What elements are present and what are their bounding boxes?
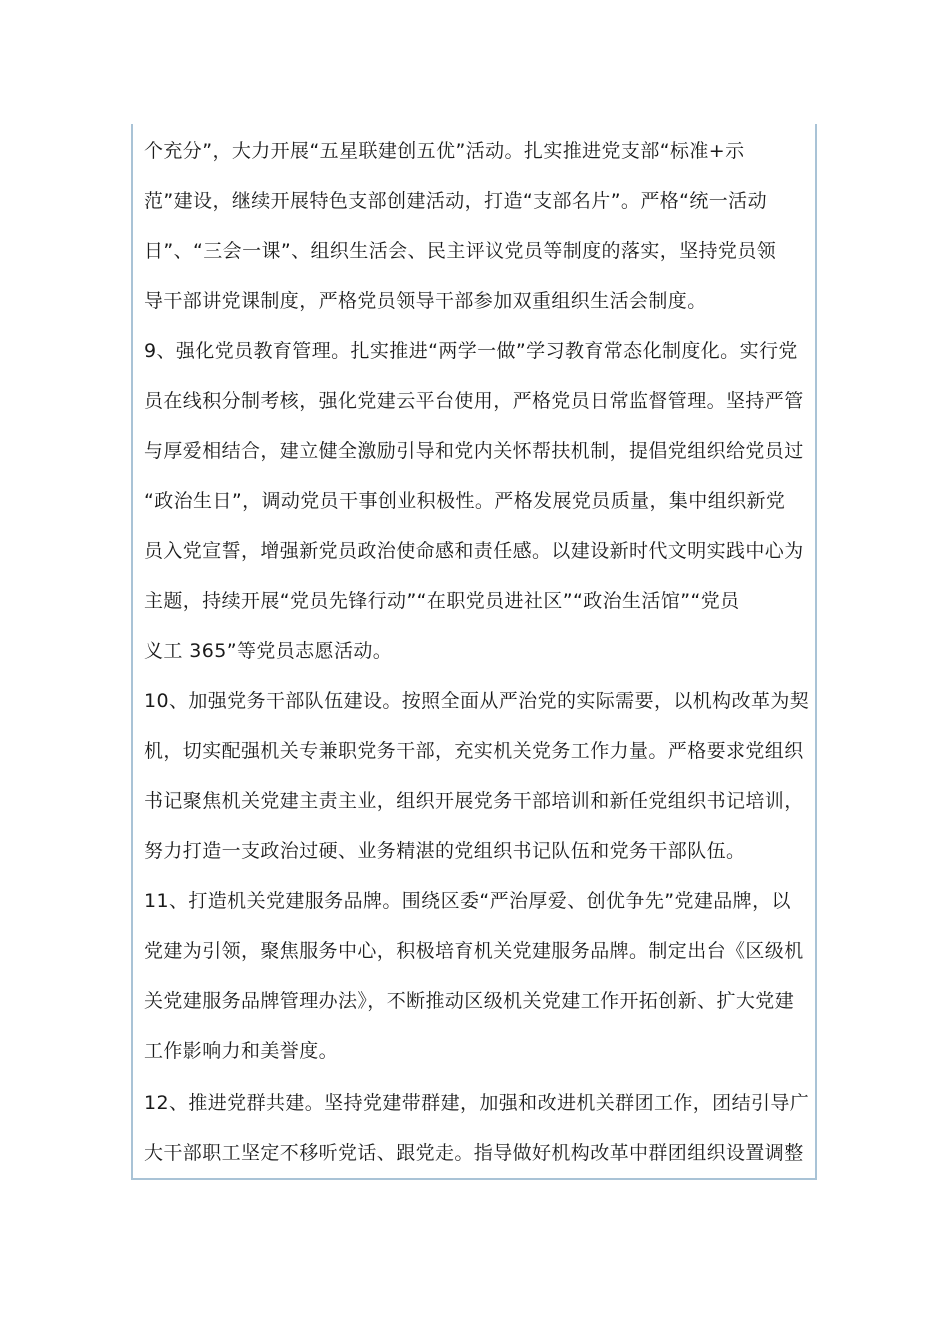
text-line: 员在线积分制考核，强化党建云平台使用，严格党员日常监督管理。坚持严管: [144, 390, 804, 412]
text-line: 主题，持续开展“党员先锋行动”“在职党员进社区”“政治生活馆”“党员: [144, 590, 740, 612]
paragraph-10-start: 10、加强党务干部队伍建设。按照全面从严治党的实际需要，以机构改革为契: [144, 690, 810, 712]
text-line: “政治生日”，调动党员干事创业积极性。严格发展党员质量，集中组织新党: [144, 490, 786, 512]
text-line: 大干部职工坚定不移听党话、跟党走。指导做好机构改革中群团组织设置调整: [144, 1142, 804, 1164]
text-line: 党建为引领，聚焦服务中心，积极培育机关党建服务品牌。制定出台《区级机: [144, 940, 804, 962]
text-line: 导干部讲党课制度，严格党员领导干部参加双重组织生活会制度。: [144, 290, 707, 312]
text-line: 关党建服务品牌管理办法》，不断推动区级机关党建工作开拓创新、扩大党建: [144, 990, 795, 1012]
paragraph-12-start: 12、推进党群共建。坚持党建带群建，加强和改进机关群团工作，团结引导广: [144, 1092, 810, 1114]
text-line: 与厚爱相结合，建立健全激励引导和党内关怀帮扶机制，提倡党组织给党员过: [144, 440, 804, 462]
text-line: 书记聚焦机关党建主责主业，组织开展党务干部培训和新任党组织书记培训，: [144, 790, 804, 812]
text-line: 机，切实配强机关专兼职党务干部，充实机关党务工作力量。严格要求党组织: [144, 740, 804, 762]
text-line: 个充分”，大力开展“五星联建创五优”活动。扎实推进党支部“标准+示: [144, 140, 745, 162]
text-line: 义工 365”等党员志愿活动。: [144, 640, 393, 662]
text-line: 努力打造一支政治过硬、业务精湛的党组织书记队伍和党务干部队伍。: [144, 840, 746, 862]
text-line: 工作影响力和美誉度。: [144, 1040, 339, 1062]
paragraph-9-start: 9、强化党员教育管理。扎实推进“两学一做”学习教育常态化制度化。实行党: [144, 340, 798, 362]
text-line: 范”建设，继续开展特色支部创建活动，打造“支部名片”。严格“统一活动: [144, 190, 767, 212]
text-line: 日”、“三会一课”、组织生活会、民主评议党员等制度的落实，坚持党员领: [144, 240, 777, 262]
text-line: 员入党宣誓，增强新党员政治使命感和责任感。以建设新时代文明实践中心为: [144, 540, 804, 562]
document-body: [144, 126, 810, 1178]
paragraph-11-start: 11、打造机关党建服务品牌。围绕区委“严治厚爱、创优争先”党建品牌，以: [144, 890, 791, 912]
